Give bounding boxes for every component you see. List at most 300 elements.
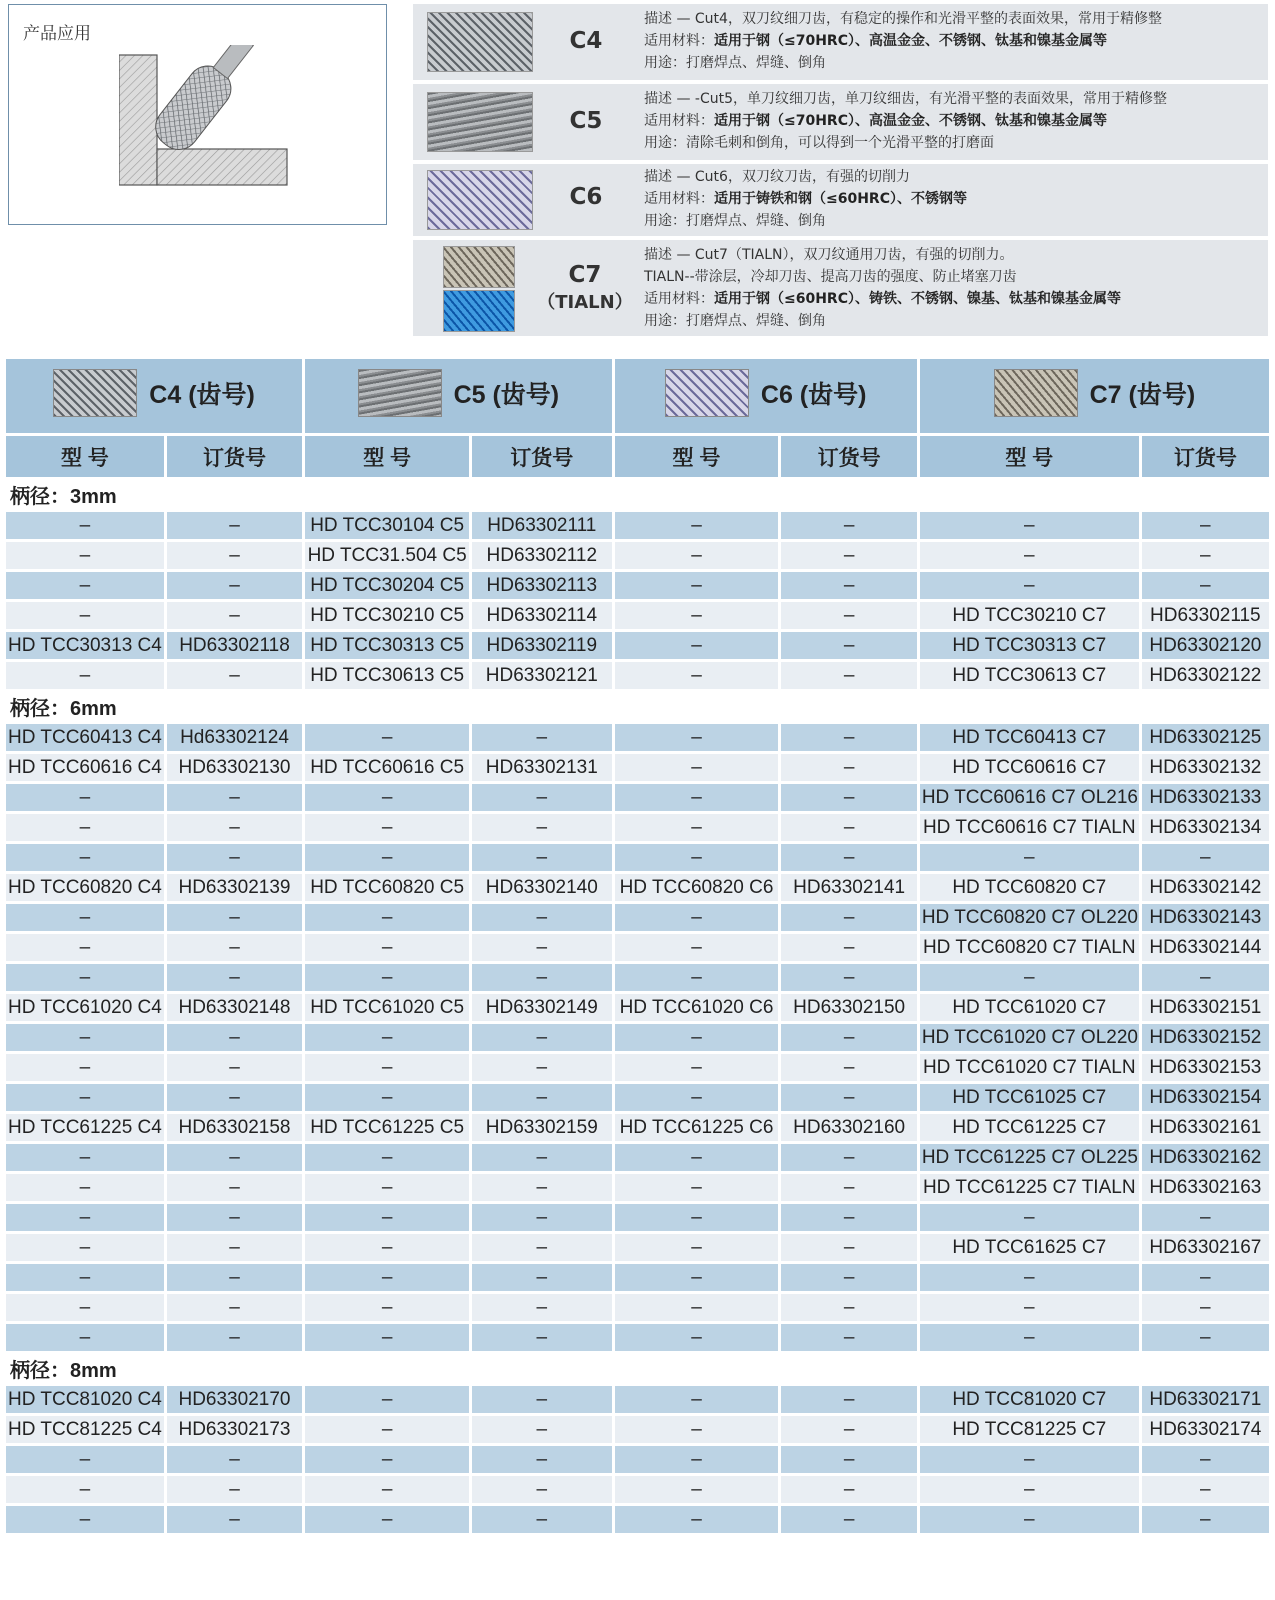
application-panel (8, 4, 387, 225)
order-no-cell: – (472, 1024, 611, 1051)
c7-tialn-tooth-image (443, 290, 515, 332)
order-no-cell: – (781, 844, 916, 871)
order-no-cell: – (781, 1204, 916, 1231)
table-row (6, 754, 1269, 781)
col-header-order-no: 订货号 (781, 436, 916, 477)
order-no-cell: HD63302113 (472, 572, 611, 599)
order-no-cell: – (781, 1084, 916, 1111)
model-cell: – (615, 814, 779, 841)
order-no-cell: – (167, 1144, 302, 1171)
order-no-cell: HD63302167 (1142, 1234, 1269, 1261)
order-no-cell: HD63302162 (1142, 1144, 1269, 1171)
order-no-cell: – (167, 1324, 302, 1351)
model-cell: – (615, 1144, 779, 1171)
order-no-cell: – (781, 1144, 916, 1171)
model-cell: – (6, 1294, 164, 1321)
table-row (6, 844, 1269, 871)
order-no-cell: – (472, 1234, 611, 1261)
model-cell: HD TCC31.504 C5 (305, 542, 469, 569)
order-no-cell: – (781, 572, 916, 599)
model-cell: – (615, 1446, 779, 1473)
section-title: 柄径：3mm (6, 480, 1269, 509)
table-row (6, 542, 1269, 569)
model-cell: – (920, 1506, 1139, 1533)
model-cell: – (6, 572, 164, 599)
group-header-row (6, 359, 1269, 433)
model-cell: – (615, 784, 779, 811)
table-row (6, 934, 1269, 961)
c4-tooth-icon (53, 369, 137, 417)
cut-c4 (413, 4, 1268, 80)
model-cell: – (920, 1264, 1139, 1291)
model-cell: – (615, 1234, 779, 1261)
order-no-cell: – (781, 964, 916, 991)
table-row (6, 1024, 1269, 1051)
model-cell: – (6, 904, 164, 931)
model-cell: – (920, 844, 1139, 871)
model-cell: – (615, 904, 779, 931)
order-no-cell: – (1142, 844, 1269, 871)
model-cell: HD TCC81225 C7 (920, 1416, 1139, 1443)
order-no-cell: – (781, 934, 916, 961)
order-no-cell: – (472, 724, 611, 751)
c5-tooth-image (427, 92, 533, 152)
model-cell: HD TCC61020 C6 (615, 994, 779, 1021)
model-cell: HD TCC30613 C7 (920, 662, 1139, 689)
section-header (6, 1354, 1269, 1383)
model-cell: – (6, 542, 164, 569)
model-cell: – (920, 1324, 1139, 1351)
table-row (6, 1234, 1269, 1261)
application-title: 产品应用 (23, 24, 91, 44)
model-cell: HD TCC60616 C7 OL216 (920, 784, 1139, 811)
table-row (6, 874, 1269, 901)
model-cell: – (920, 1476, 1139, 1503)
cut-c6 (413, 164, 1268, 236)
order-no-cell: – (1142, 572, 1269, 599)
model-cell: – (6, 1084, 164, 1111)
order-no-cell: – (167, 1024, 302, 1051)
model-cell: – (615, 754, 779, 781)
order-no-cell: – (472, 964, 611, 991)
model-cell: – (920, 1204, 1139, 1231)
order-no-cell: HD63302142 (1142, 874, 1269, 901)
order-no-cell: – (1142, 512, 1269, 539)
cut-desc-line: 描述 — Cut7（TIALN），双刀纹通用刀齿，有强的切削力。 (644, 247, 1014, 263)
cut-code-sub: （TIALN） (537, 292, 633, 313)
cut-code: C7 （TIALN） (529, 262, 641, 314)
cut-material-line: 适用材料：适用于铸铁和钢（≤60HRC）、不锈钢等 (644, 191, 967, 207)
model-cell: – (6, 784, 164, 811)
cut-c5 (413, 84, 1268, 160)
order-no-cell: – (472, 1174, 611, 1201)
cut-code: C4 (569, 28, 603, 54)
order-no-cell: – (781, 814, 916, 841)
table-row (6, 1446, 1269, 1473)
model-cell: – (615, 1416, 779, 1443)
section-header (6, 480, 1269, 509)
order-no-cell: – (472, 1144, 611, 1171)
model-cell: HD TCC61020 C5 (305, 994, 469, 1021)
order-no-cell: – (472, 1294, 611, 1321)
model-cell: HD TCC61625 C7 (920, 1234, 1139, 1261)
order-no-cell: – (781, 602, 916, 629)
order-no-cell: HD63302112 (472, 542, 611, 569)
model-cell: HD TCC60820 C6 (615, 874, 779, 901)
order-no-cell: HD63302143 (1142, 904, 1269, 931)
model-cell: – (6, 1024, 164, 1051)
order-no-cell: – (781, 1476, 916, 1503)
order-no-cell: – (1142, 1446, 1269, 1473)
table-row (6, 964, 1269, 991)
cut-usage-line: 用途：打磨焊点、焊缝、倒角 (644, 313, 826, 329)
group-header-c6: C6 (齿号) (615, 359, 917, 433)
model-cell: – (615, 602, 779, 629)
table-row (6, 1416, 1269, 1443)
order-no-cell: HD63302161 (1142, 1114, 1269, 1141)
model-cell: – (6, 1234, 164, 1261)
cut-usage-line: 用途：清除毛刺和倒角，可以得到一个光滑平整的打磨面 (644, 135, 994, 151)
order-no-cell: – (167, 964, 302, 991)
order-no-cell: – (472, 904, 611, 931)
cut-desc-line: TIALN--带涂层，冷却刀齿、提高刀齿的强度、防止堵塞刀齿 (644, 269, 1017, 285)
order-no-cell: – (781, 1386, 916, 1413)
group-header-c4: C4 (齿号) (6, 359, 302, 433)
model-cell: HD TCC30210 C7 (920, 602, 1139, 629)
order-no-cell: – (781, 1054, 916, 1081)
table-row (6, 1054, 1269, 1081)
order-no-cell: HD63302154 (1142, 1084, 1269, 1111)
order-no-cell: HD63302114 (472, 602, 611, 629)
model-cell: HD TCC61020 C7 OL220 (920, 1024, 1139, 1051)
order-no-cell: – (781, 904, 916, 931)
table-row (6, 662, 1269, 689)
order-no-cell: Hd63302124 (167, 724, 302, 751)
model-cell: – (615, 1324, 779, 1351)
burr-application-illustration (119, 45, 299, 195)
table-row (6, 784, 1269, 811)
model-cell: HD TCC60820 C5 (305, 874, 469, 901)
order-no-cell: – (1142, 1476, 1269, 1503)
order-no-cell: – (472, 1506, 611, 1533)
order-no-cell: HD63302152 (1142, 1024, 1269, 1051)
model-cell: – (6, 1174, 164, 1201)
table-row (6, 602, 1269, 629)
cut-code: C5 (569, 108, 603, 134)
model-cell: – (615, 1476, 779, 1503)
table-row (6, 814, 1269, 841)
c6-tooth-image (427, 170, 533, 230)
model-cell: – (920, 572, 1139, 599)
model-cell: HD TCC61020 C7 TIALN (920, 1054, 1139, 1081)
order-no-cell: – (167, 1204, 302, 1231)
order-no-cell: HD63302141 (781, 874, 916, 901)
model-cell: – (305, 844, 469, 871)
table-row (6, 994, 1269, 1021)
model-cell: – (305, 1174, 469, 1201)
order-no-cell: – (167, 814, 302, 841)
table-row (6, 1476, 1269, 1503)
model-cell: – (305, 1476, 469, 1503)
model-cell: – (305, 1386, 469, 1413)
model-cell: HD TCC60616 C5 (305, 754, 469, 781)
model-cell: – (305, 724, 469, 751)
table-row (6, 904, 1269, 931)
table-row (6, 1294, 1269, 1321)
order-no-cell: HD63302121 (472, 662, 611, 689)
model-cell: – (615, 542, 779, 569)
section-title: 柄径：6mm (6, 692, 1269, 721)
model-cell: – (615, 1294, 779, 1321)
order-no-cell: – (472, 1416, 611, 1443)
table-row (6, 1084, 1269, 1111)
col-header-model: 型 号 (920, 436, 1139, 477)
order-no-cell: HD63302120 (1142, 632, 1269, 659)
model-cell: HD TCC60820 C7 TIALN (920, 934, 1139, 961)
order-no-cell: – (472, 1324, 611, 1351)
order-no-cell: HD63302170 (167, 1386, 302, 1413)
order-no-cell: – (472, 1084, 611, 1111)
order-no-cell: HD63302134 (1142, 814, 1269, 841)
order-no-cell: HD63302144 (1142, 934, 1269, 961)
model-cell: HD TCC81020 C7 (920, 1386, 1139, 1413)
model-cell: HD TCC30313 C4 (6, 632, 164, 659)
model-cell: – (305, 934, 469, 961)
order-no-cell: – (167, 572, 302, 599)
order-no-cell: HD63302153 (1142, 1054, 1269, 1081)
order-no-cell: HD63302174 (1142, 1416, 1269, 1443)
table-row (6, 1386, 1269, 1413)
model-cell: – (6, 844, 164, 871)
model-cell: HD TCC30313 C5 (305, 632, 469, 659)
cut-material-line: 适用材料：适用于钢（≤60HRC）、铸铁、不锈钢、镍基、钛基和镍基金属等 (644, 291, 1121, 307)
table-row (6, 1114, 1269, 1141)
model-cell: – (920, 1294, 1139, 1321)
model-cell: – (305, 1234, 469, 1261)
model-cell: HD TCC60413 C7 (920, 724, 1139, 751)
section-title: 柄径：8mm (6, 1354, 1269, 1383)
order-no-cell: – (1142, 1294, 1269, 1321)
model-cell: – (305, 1264, 469, 1291)
order-no-cell: HD63302160 (781, 1114, 916, 1141)
cut-c7 (413, 240, 1268, 336)
model-cell: – (615, 1024, 779, 1051)
order-no-cell: – (1142, 1204, 1269, 1231)
order-no-cell: – (781, 724, 916, 751)
model-cell: HD TCC60820 C4 (6, 874, 164, 901)
table-row (6, 1264, 1269, 1291)
order-no-cell: HD63302173 (167, 1416, 302, 1443)
cut-material-line: 适用材料：适用于钢（≤70HRC）、高温金金、不锈钢、钛基和镍基金属等 (644, 113, 1107, 129)
table-row (6, 1174, 1269, 1201)
model-cell: – (305, 1084, 469, 1111)
order-no-cell: HD63302148 (167, 994, 302, 1021)
order-no-cell: – (472, 1386, 611, 1413)
order-no-cell: – (167, 904, 302, 931)
order-no-cell: – (472, 1204, 611, 1231)
order-no-cell: – (167, 662, 302, 689)
order-no-cell: – (781, 1024, 916, 1051)
order-no-cell: – (167, 1084, 302, 1111)
order-no-cell: – (472, 934, 611, 961)
order-no-cell: – (167, 602, 302, 629)
order-no-cell: HD63302150 (781, 994, 916, 1021)
order-no-cell: – (472, 814, 611, 841)
order-no-cell: – (781, 632, 916, 659)
order-no-cell: – (1142, 1264, 1269, 1291)
order-no-cell: – (781, 1446, 916, 1473)
model-cell: – (305, 1416, 469, 1443)
order-no-cell: HD63302159 (472, 1114, 611, 1141)
model-cell: – (305, 1446, 469, 1473)
order-no-cell: – (781, 1324, 916, 1351)
model-cell: – (6, 512, 164, 539)
order-no-cell: HD63302111 (472, 512, 611, 539)
model-cell: – (305, 1506, 469, 1533)
order-no-cell: – (781, 1174, 916, 1201)
model-cell: – (305, 1144, 469, 1171)
c5-tooth-icon (358, 369, 442, 417)
order-no-cell: – (472, 1476, 611, 1503)
col-header-order-no: 订货号 (167, 436, 302, 477)
model-cell: – (305, 814, 469, 841)
col-header-model: 型 号 (305, 436, 469, 477)
model-cell: – (6, 1476, 164, 1503)
order-no-cell: – (167, 1234, 302, 1261)
order-no-cell: – (781, 662, 916, 689)
model-cell: HD TCC30204 C5 (305, 572, 469, 599)
order-no-cell: HD63302133 (1142, 784, 1269, 811)
model-cell: – (615, 512, 779, 539)
order-no-cell: – (167, 844, 302, 871)
table-row (6, 512, 1269, 539)
model-cell: – (615, 1204, 779, 1231)
model-cell: HD TCC81225 C4 (6, 1416, 164, 1443)
model-cell: HD TCC60616 C7 TIALN (920, 814, 1139, 841)
order-no-cell: – (781, 1294, 916, 1321)
model-cell: – (6, 1054, 164, 1081)
model-cell: – (6, 602, 164, 629)
model-cell: – (615, 724, 779, 751)
cut-descriptions (413, 4, 1268, 340)
group-header-c7: C7 (齿号) (920, 359, 1269, 433)
model-cell: – (6, 1264, 164, 1291)
model-cell: – (305, 784, 469, 811)
order-no-cell: – (167, 542, 302, 569)
order-no-cell: – (167, 512, 302, 539)
model-cell: HD TCC61225 C7 OL225 (920, 1144, 1139, 1171)
order-no-cell: – (781, 784, 916, 811)
model-cell: – (305, 964, 469, 991)
col-header-order-no: 订货号 (472, 436, 611, 477)
table-row (6, 1324, 1269, 1351)
order-no-cell: HD63302151 (1142, 994, 1269, 1021)
model-cell: HD TCC61025 C7 (920, 1084, 1139, 1111)
model-cell: – (6, 934, 164, 961)
order-no-cell: HD63302125 (1142, 724, 1269, 751)
cut-code: C6 (569, 184, 603, 210)
order-no-cell: – (781, 512, 916, 539)
order-no-cell: HD63302132 (1142, 754, 1269, 781)
c7-tooth-image (443, 246, 515, 288)
cut-desc-line: 描述 — -Cut5，单刀纹细刀齿，单刀纹细齿，有光滑平整的表面效果，常用于精修整 (644, 91, 1167, 107)
model-cell: – (615, 572, 779, 599)
order-no-cell: – (167, 1476, 302, 1503)
c4-tooth-image (427, 12, 533, 72)
order-no-cell: – (167, 1264, 302, 1291)
model-cell: – (6, 814, 164, 841)
cut-material-line: 适用材料：适用于钢（≤70HRC）、高温金金、不锈钢、钛基和镍基金属等 (644, 33, 1107, 49)
model-cell: HD TCC61225 C7 TIALN (920, 1174, 1139, 1201)
model-cell: – (615, 1054, 779, 1081)
order-no-cell: – (781, 1264, 916, 1291)
order-no-cell: HD63302130 (167, 754, 302, 781)
model-cell: – (615, 1386, 779, 1413)
model-cell: – (6, 1446, 164, 1473)
model-cell: – (920, 1446, 1139, 1473)
cut-usage-line: 用途：打磨焊点、焊缝、倒角 (644, 55, 826, 71)
cut-desc-line: 描述 — Cut4，双刀纹细刀齿，有稳定的操作和光滑平整的表面效果，常用于精修整 (644, 11, 1162, 27)
model-cell: HD TCC61225 C7 (920, 1114, 1139, 1141)
table-row (6, 724, 1269, 751)
col-header-model: 型 号 (6, 436, 164, 477)
order-no-cell: – (167, 934, 302, 961)
model-cell: HD TCC61020 C4 (6, 994, 164, 1021)
order-no-cell: HD63302118 (167, 632, 302, 659)
model-cell: HD TCC30313 C7 (920, 632, 1139, 659)
model-cell: – (305, 904, 469, 931)
model-cell: HD TCC30210 C5 (305, 602, 469, 629)
model-cell: HD TCC61225 C4 (6, 1114, 164, 1141)
model-cell: HD TCC61225 C5 (305, 1114, 469, 1141)
order-no-cell: – (1142, 1506, 1269, 1533)
model-cell: HD TCC81020 C4 (6, 1386, 164, 1413)
model-cell: HD TCC61225 C6 (615, 1114, 779, 1141)
order-no-cell: – (781, 542, 916, 569)
model-cell: – (615, 1506, 779, 1533)
order-no-cell: HD63302163 (1142, 1174, 1269, 1201)
order-no-cell: – (781, 1234, 916, 1261)
order-no-cell: – (472, 1264, 611, 1291)
order-no-cell: – (167, 1506, 302, 1533)
table-row (6, 572, 1269, 599)
model-cell: – (305, 1024, 469, 1051)
table-row (6, 1144, 1269, 1171)
order-no-cell: – (167, 1054, 302, 1081)
group-header-c5: C5 (齿号) (305, 359, 611, 433)
order-no-cell: HD63302140 (472, 874, 611, 901)
col-header-model: 型 号 (615, 436, 779, 477)
table-row (6, 1204, 1269, 1231)
burr-catalog-table (3, 356, 1272, 1536)
table-row (6, 1506, 1269, 1533)
model-cell: – (6, 964, 164, 991)
order-no-cell: HD63302115 (1142, 602, 1269, 629)
model-cell: HD TCC30104 C5 (305, 512, 469, 539)
model-cell: – (615, 662, 779, 689)
model-cell: – (615, 1264, 779, 1291)
order-no-cell: HD63302119 (472, 632, 611, 659)
order-no-cell: HD63302131 (472, 754, 611, 781)
model-cell: – (920, 964, 1139, 991)
model-cell: – (6, 1506, 164, 1533)
model-cell: – (6, 1324, 164, 1351)
cut-desc-line: 描述 — Cut6，双刀纹刀齿，有强的切削力 (644, 169, 910, 185)
order-no-cell: HD63302171 (1142, 1386, 1269, 1413)
model-cell: – (305, 1294, 469, 1321)
order-no-cell: – (1142, 964, 1269, 991)
model-cell: – (615, 844, 779, 871)
